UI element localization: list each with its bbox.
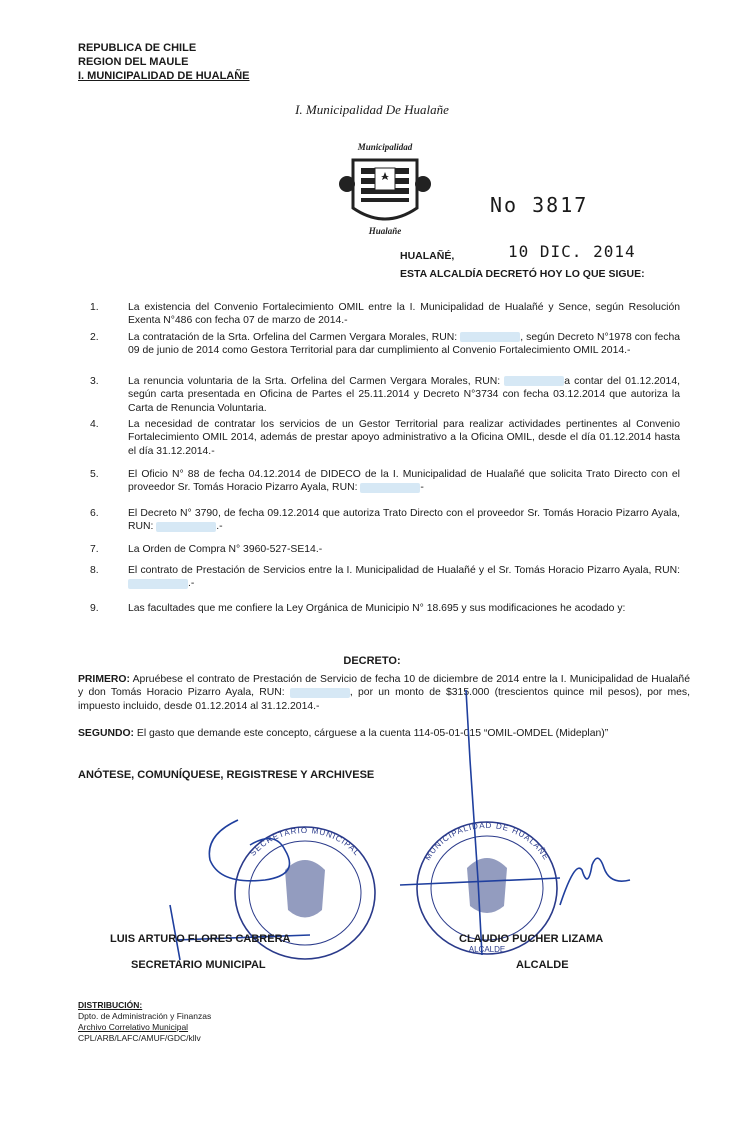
closing-statement: ANÓTESE, COMUNÍQUESE, REGISTRESE Y ARCHIVESE	[78, 769, 375, 781]
svg-text:SECRETARIO MUNICIPAL	[248, 826, 362, 858]
item-number: 6.	[90, 508, 99, 519]
distribution-block	[78, 1000, 211, 1044]
item-text: El contrato de Prestación de Servicios entre la I. Municipalidad de Hualañé y el Sr. Tomás Horacio Pizarro Ayala, RUN:	[128, 565, 680, 576]
item-text: La contratación de la Srta. Orfelina del Carmen Vergara Morales, RUN:	[128, 332, 458, 343]
item-number: 1.	[90, 302, 99, 313]
item-text: La Orden de Compra N° 3960-527-SE14.-	[128, 544, 323, 555]
item-text: La existencia del Convenio Fortalecimiento OMIL entre la I. Municipalidad de Hualañé y Sence, según Resolución Exenta N°486 con fecha 07 de marzo de 2014.-	[128, 302, 680, 327]
item-number: 7.	[90, 544, 99, 555]
item-text: La renuncia voluntaria de la Srta. Orfelina del Carmen Vergara Morales, RUN:	[128, 376, 501, 387]
left-signatory-title: SECRETARIO MUNICIPAL	[131, 959, 266, 971]
header-municipality: I. MUNICIPALIDAD DE HUALAÑE	[78, 70, 250, 82]
item-text-cont: .-	[188, 578, 195, 590]
right-seal-bottom-text: ALCALDE	[468, 945, 506, 954]
decree-number-prefix: No	[490, 193, 519, 217]
header-region: REGION DEL MAULE	[78, 56, 189, 68]
item-number: 5.	[90, 469, 99, 480]
crest-bottom-text: Hualañe	[368, 226, 402, 236]
item-text: El Decreto N° 3790, de fecha 09.12.2014 que autoriza Trato Directo con el proveedor Sr. Tomás Horacio Pizarro Ayala, RUN:	[128, 508, 680, 533]
decree-date: 10 DIC. 2014	[508, 242, 636, 261]
item-text-cont: a contar del 01.12.2014, según carta presentada en Oficina de Partes el 25.11.2014 y Decreto N°3734 con fecha 03.12.2014 que autoriza la Carta de Renuncia Voluntaria.	[128, 376, 680, 414]
item-number: 9.	[90, 603, 99, 614]
decreto-heading: DECRETO:	[343, 655, 401, 667]
place-label: HUALAÑÉ,	[400, 250, 455, 262]
item-text: El Oficio N° 88 de fecha 04.12.2014 de DIDECO de la I. Municipalidad de Hualañé que solicita Trato Directo con el proveedor Sr. Tomás Horacio Pizarro Ayala, RUN:	[128, 469, 680, 494]
left-signatory-name: LUIS ARTURO FLORES CABRERA	[110, 933, 291, 945]
crest-top-text: Municipalidad	[357, 142, 413, 152]
primero-text-cont: , por un monto de $315.000 (trescientos quince mil pesos), por mes, impuesto incluido, desde 01.12.2014 al 31.12.2014.-	[78, 687, 691, 712]
distribution-line: Archivo Correlativo Municipal	[78, 1022, 189, 1032]
item-number: 8.	[90, 565, 99, 576]
decree-number-value: 3817	[532, 193, 589, 217]
primero-label: PRIMERO:	[78, 674, 130, 685]
item-number: 4.	[90, 419, 99, 430]
item-text: Las facultades que me confiere la Ley Orgánica de Municipio N° 18.695 y sus modificaciones he acodado y:	[128, 603, 626, 614]
distribution-line: Dpto. de Administración y Finanzas	[78, 1011, 212, 1021]
intro-statement: ESTA ALCALDÍA DECRETÓ HOY LO QUE SIGUE:	[400, 268, 645, 280]
segundo-text: El gasto que demande este concepto, cárguese a la cuenta 114-05-01-015 “OMIL-OMDEL (Mideplan)”	[136, 728, 609, 739]
item-text-cont: , según Decreto N°1978 con fecha 09 de junio de 2014 como Gestora Territorial para dar cumplimiento al Convenio Fortalecimiento OMIL 2014.-	[128, 332, 680, 357]
primero-text: Apruébese el contrato de Prestación de Servicio de fecha 10 de diciembre de 2014 entre la I. Municipalidad de Hualañé y don Tomás Horacio Pizarro Ayala, RUN:	[78, 674, 690, 699]
right-signature	[400, 690, 630, 955]
distribution-heading: DISTRIBUCIÓN:	[78, 1000, 143, 1010]
right-signatory-title: ALCALDE	[516, 959, 569, 971]
distribution-line: CPL/ARB/LAFC/AMUF/GDC/kllv	[78, 1033, 201, 1043]
item-text-cont: -	[420, 482, 424, 494]
item-text: La necesidad de contratar los servicios de un Gestor Territorial para realizar actividades pertinentes al Convenio Fortalecimiento OMIL 2014, además de prestar apoyo administrativo a la Oficina OMIL, desde el día 01.12.2014 hasta el día 31.12.2014.-	[128, 419, 680, 457]
document-title: I. Municipalidad De Hualañe	[295, 102, 449, 117]
header-republic: REPUBLICA DE CHILE	[78, 42, 197, 54]
item-number: 2.	[90, 332, 99, 343]
item-text-cont: .-	[216, 521, 223, 533]
left-seal-text: SECRETARIO MUNICIPAL	[248, 825, 362, 858]
item-number: 3.	[90, 376, 99, 387]
right-seal-text: MUNICIPALIDAD DE HUALAÑE	[422, 820, 552, 862]
svg-text:MUNICIPALIDAD DE HUALAÑE	[423, 821, 551, 862]
segundo-label: SEGUNDO:	[78, 728, 134, 739]
right-signatory-name: CLAUDIO PUCHER LIZAMA	[459, 933, 604, 945]
